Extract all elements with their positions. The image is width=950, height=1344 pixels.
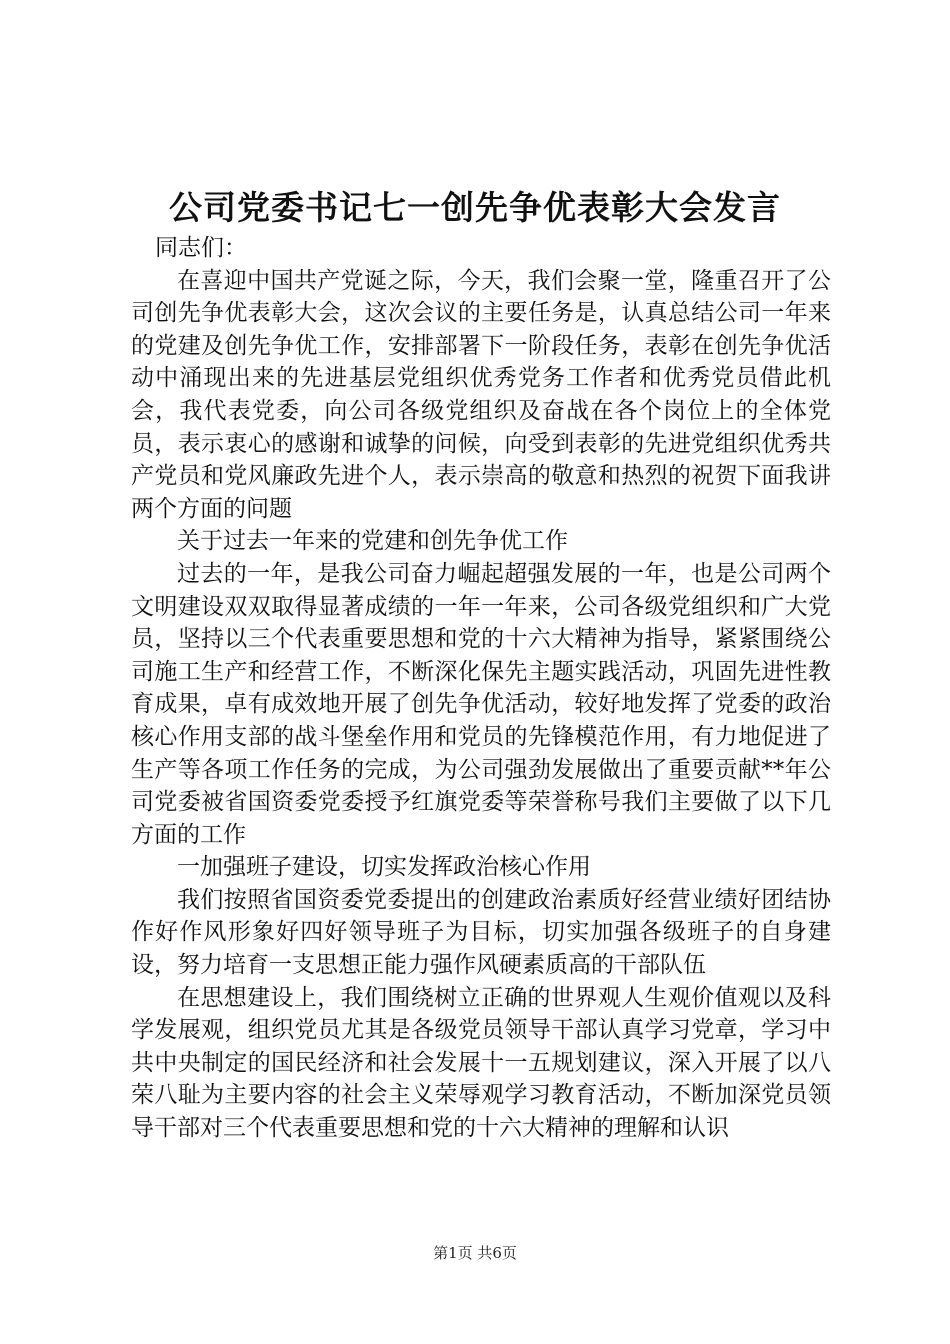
- document-title: 公司党委书记七一创先争优表彰大会发言: [169, 188, 781, 227]
- section-heading-review: 关于过去一年来的党建和创先争优工作: [177, 528, 568, 555]
- document-body: [131, 232, 831, 1145]
- paragraph-past-year: 过去的一年，是我公司奋力崛起超强发展的一年，也是公司两个文明建设双双取得显著成绩的一年一年来，公司各级党组织和广大党员，坚持以三个代表重要思想和党的十六大精神为指导，紧紧围绕公司施工生产和经营工作，不断深化保先主题实践活动，巩固先进性教育成果，卓有成效地开展了创先争优活动，较好地发挥了党委的政治核心作用支部的战斗堡垒作用和党员的先锋模范作用，有力地促进了生产等各项工作任务的完成，为公司强劲发展做出了重要贡献**年公司党委被省国资委党委授予红旗党委等荣誉称号我们主要做了以下几方面的工作: [131, 560, 831, 848]
- paragraph-leadership: 我们按照省国资委党委提出的创建政治素质好经营业绩好团结协作好作风形象好四好领导班子为目标，切实加强各级班子的自身建设，努力培育一支思想正能力强作风硬素质高的干部队伍: [131, 886, 831, 979]
- page-number-footer: 第1页 共6页: [433, 1244, 517, 1262]
- subsection-heading-leadership: 一加强班子建设，切实发挥政治核心作用: [177, 854, 591, 881]
- paragraph-opening: 在喜迎中国共产党诞之际，今天，我们会聚一堂，隆重召开了公司创先争优表彰大会，这次会议的主要任务是，认真总结公司一年来的党建及创先争优工作，安排部署下一阶段任务，表彰在创先争优活动中涌现出来的先进基层党组织优秀党务工作者和优秀党员借此机会，我代表党委，向公司各级党组织及奋战在各个岗位上的全体党员，表示衷心的感谢和诚挚的问候，向受到表彰的先进党组织优秀共产党员和党风廉政先进个人，表示崇高的敬意和热烈的祝贺下面我讲两个方面的问题: [131, 267, 831, 522]
- paragraph-ideology: 在思想建设上，我们围绕树立正确的世界观人生观价值观以及科学发展观，组织党员尤其是各级党员领导干部认真学习党章，学习中共中央制定的国民经济和社会发展十一五规划建议，深入开展了以八荣八耻为主要内容的社会主义荣辱观学习教育活动，不断加深党员领导干部对三个代表重要思想和党的十六大精神的理解和认识: [131, 984, 831, 1142]
- greeting: 同志们：: [155, 235, 247, 261]
